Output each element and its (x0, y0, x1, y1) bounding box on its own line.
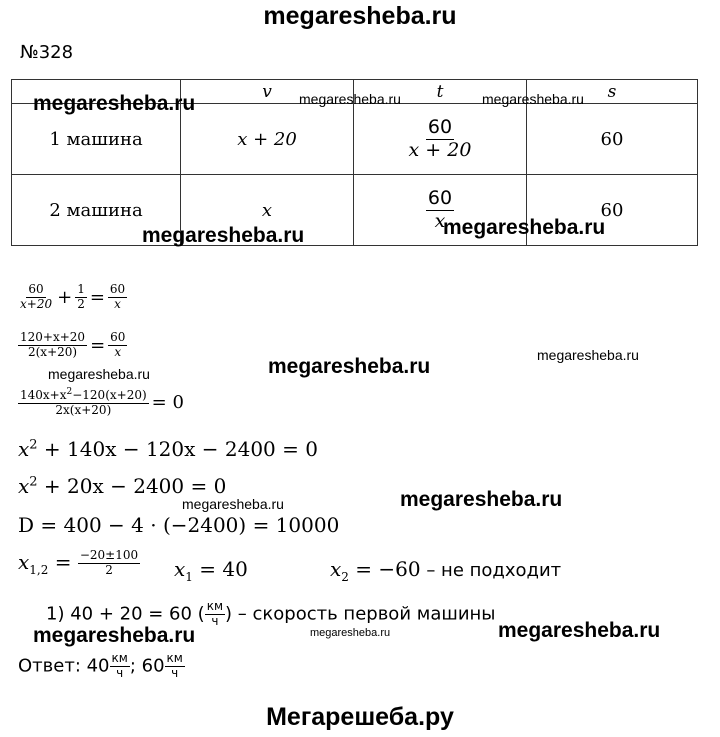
answer-text: ; 60 (129, 655, 165, 677)
root-value: = −60 (348, 557, 421, 581)
problem-number: №328 (20, 42, 74, 63)
operator: = (89, 286, 105, 308)
discriminant-line: D = 400 − 4 · (−2400) = 10000 (18, 513, 340, 537)
variable: x (18, 437, 30, 461)
fraction-numerator (18, 387, 149, 404)
fraction-denominator: x+20 (20, 296, 53, 311)
equals: = (48, 549, 78, 574)
watermark: megaresheba.ru (498, 619, 661, 642)
table-cell: 60 (527, 175, 698, 246)
watermark: megaresheba.ru (537, 347, 639, 363)
answer-text: Ответ: 40 (18, 655, 110, 677)
exponent: 2 (29, 474, 38, 490)
equation-3 (18, 387, 187, 418)
watermark: megaresheba.ru (142, 224, 305, 247)
watermark: megaresheba.ru (48, 366, 150, 382)
root-x1 (174, 557, 248, 584)
table-header-cell: s (527, 80, 698, 104)
table-cell: 1 машина (12, 104, 181, 175)
fraction-denominator: ч (211, 613, 219, 628)
fraction-denominator: x (114, 344, 122, 359)
subscript: 1 (185, 570, 193, 584)
fraction (18, 331, 87, 360)
fraction-denominator: 2(x+20) (27, 344, 78, 359)
site-title: megaresheba.ru (263, 2, 457, 30)
table-cell: 2 машина (12, 175, 181, 246)
fraction (108, 283, 127, 312)
table-cell (354, 104, 527, 175)
fraction-denominator: x + 20 (408, 138, 472, 161)
numerator-part: −120(x+20) (72, 388, 147, 402)
subscript: 2 (341, 570, 349, 584)
fraction (18, 387, 149, 418)
variable: x (330, 557, 342, 581)
fraction-denominator: 2 (77, 296, 85, 311)
unit-fraction (110, 652, 130, 681)
step-text: 1) 40 + 20 = 60 ( (46, 603, 205, 625)
table-header-cell: t (354, 80, 527, 104)
operator: = (90, 334, 106, 356)
fraction-numerator: 60 (110, 330, 126, 344)
step-text: ) – скорость первой машины (225, 603, 496, 625)
fraction-numerator: км (111, 651, 128, 665)
fraction-numerator: 60 (109, 282, 126, 296)
equation-rest: + 140x − 120x − 2400 = 0 (37, 437, 318, 461)
watermark: megaresheba.ru (268, 355, 431, 378)
fraction-denominator: ч (171, 665, 179, 680)
fraction-numerator: км (166, 651, 183, 665)
fraction-numerator: км (206, 599, 224, 613)
fraction-numerator: 60 (427, 186, 453, 209)
table-cell: x (181, 175, 354, 246)
watermark: megaresheba.ru (310, 627, 391, 639)
variable: x (18, 474, 30, 498)
fraction-denominator: 2 (105, 562, 113, 577)
fraction (407, 117, 474, 162)
unit-fraction (165, 652, 185, 681)
fraction (78, 549, 140, 578)
table-cell: 60 (527, 104, 698, 175)
exponent: 2 (66, 387, 73, 397)
root-value: = 40 (192, 557, 248, 581)
fraction-denominator: x (114, 296, 121, 311)
fraction-numerator: 60 (28, 282, 44, 296)
subscript: 1,2 (29, 562, 49, 577)
fraction (108, 331, 127, 360)
equation-1 (18, 283, 127, 312)
table-cell: x + 20 (181, 104, 354, 175)
variable: x (18, 549, 30, 574)
fraction-denominator: 2x(x+20) (55, 402, 112, 417)
fraction-numerator: 1 (77, 282, 85, 296)
fraction (75, 283, 87, 312)
equation-5 (18, 474, 226, 498)
variable: x (174, 557, 186, 581)
root-note: – не подходит (420, 560, 562, 581)
watermark: megaresheba.ru (443, 216, 606, 239)
roots-line (18, 549, 140, 578)
watermark: megaresheba.ru (33, 92, 196, 115)
operator: + (57, 286, 73, 308)
watermark: megaresheba.ru (182, 496, 284, 512)
watermark: megaresheba.ru (482, 91, 584, 107)
exponent: 2 (29, 437, 38, 453)
equation-rhs: = 0 (151, 391, 184, 413)
watermark: megaresheba.ru (400, 488, 563, 511)
numerator-part: 140x+x (20, 388, 67, 402)
watermark: megaresheba.ru (299, 91, 401, 107)
equation-2 (18, 331, 127, 360)
fraction-numerator: 60 (427, 115, 453, 138)
root-x2 (330, 557, 561, 584)
fraction-numerator: 120+x+20 (20, 330, 86, 344)
fraction (18, 283, 54, 312)
watermark: megaresheba.ru (33, 624, 196, 647)
equation-rest: + 20x − 2400 = 0 (37, 474, 227, 498)
equation-4 (18, 437, 318, 461)
fraction-numerator: −20±100 (79, 548, 139, 562)
table-header-cell: v (181, 80, 354, 104)
fraction-denominator: x (434, 209, 446, 232)
footer-title: Мегарешеба.ру (266, 703, 454, 731)
fraction-denominator: ч (116, 665, 124, 680)
answer-line (18, 652, 185, 681)
unit-fraction (205, 600, 225, 629)
